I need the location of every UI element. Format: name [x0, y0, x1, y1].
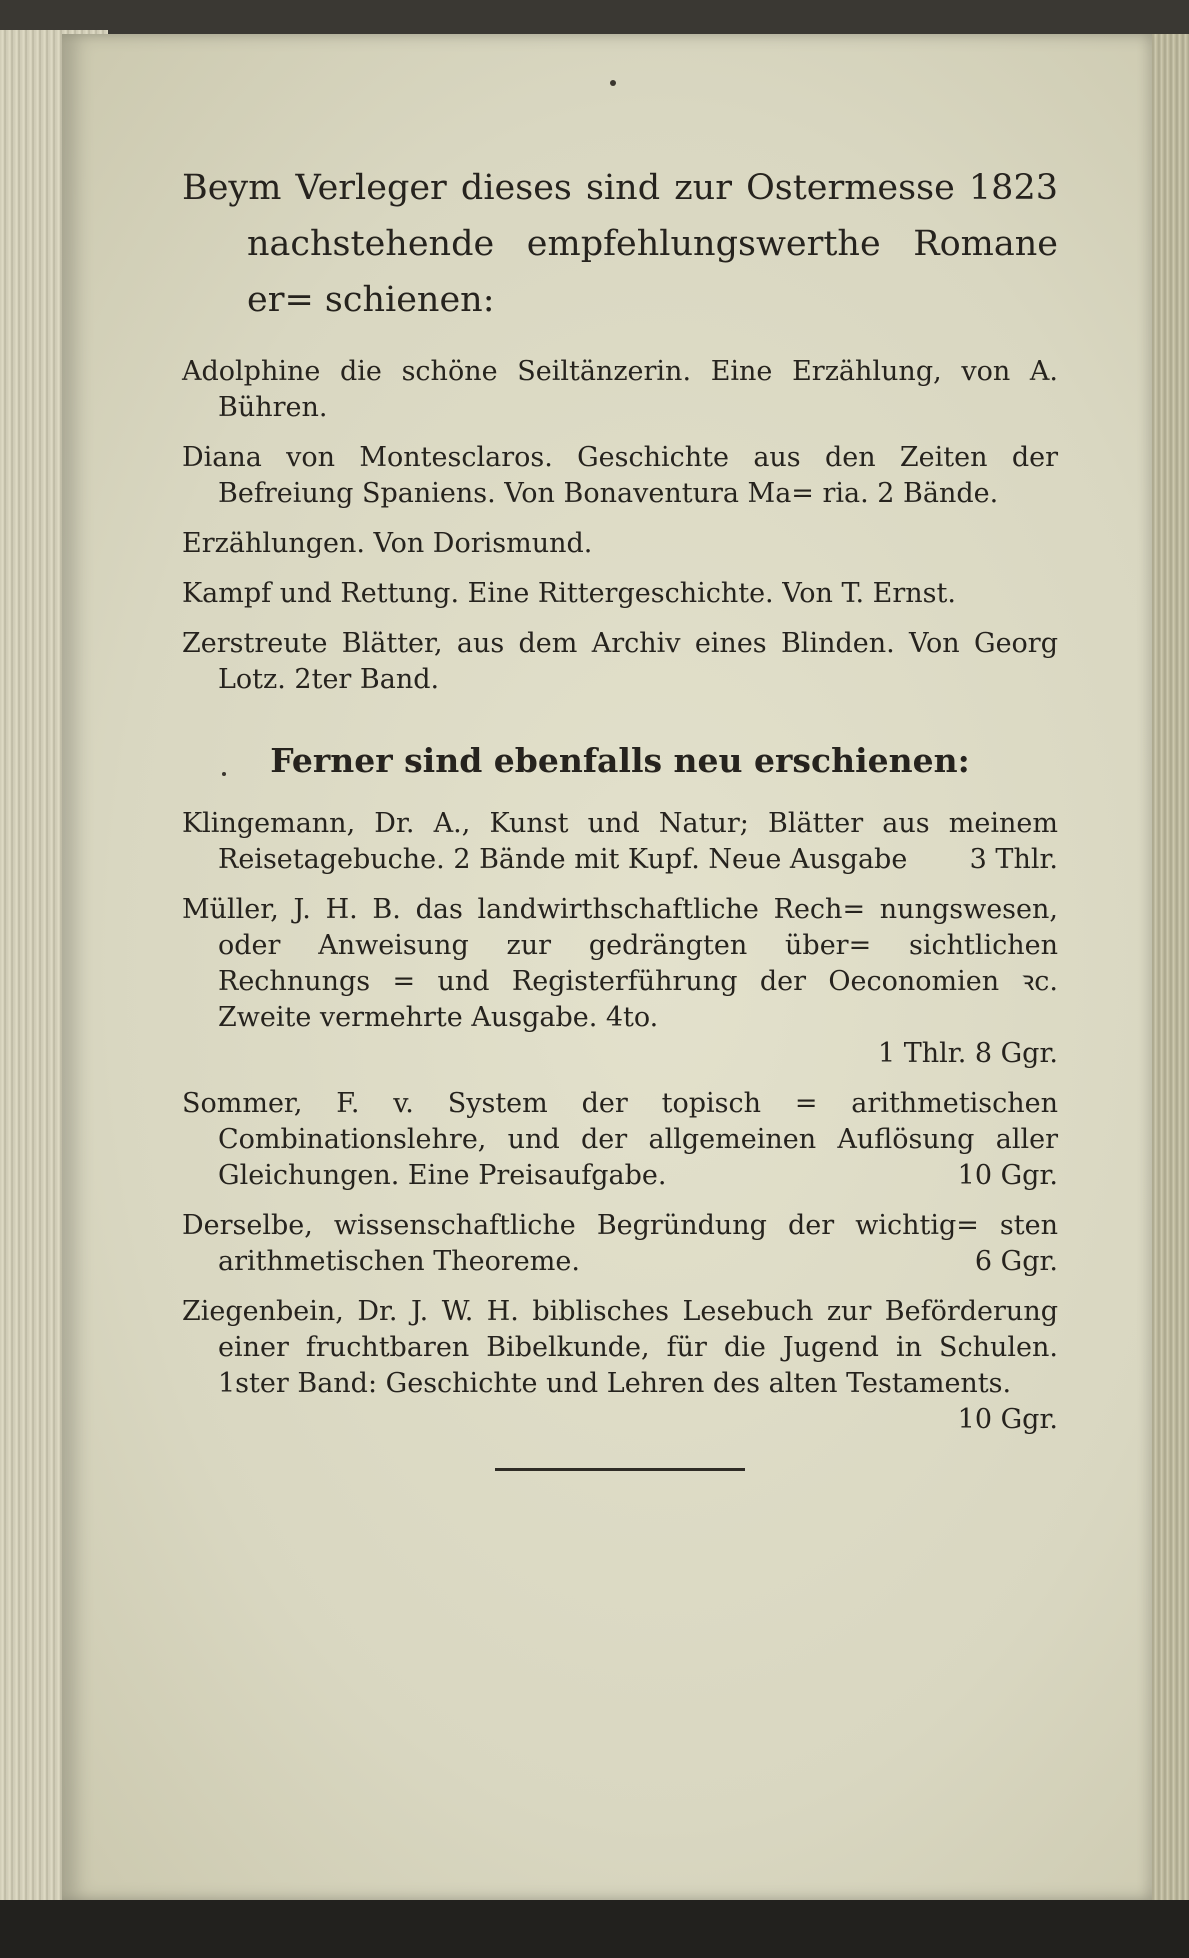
book-list	[182, 806, 1058, 1435]
scanner-bottom-edge	[0, 1900, 1189, 1958]
book-entry	[182, 1086, 1058, 1194]
novel-entry: Kampf und Rettung. Eine Rittergeschichte. Von T. Ernst.	[182, 578, 956, 609]
book-description: Sommer, F. v. System der topisch = arithmetischen Combinationslehre, und der allgemeinen Auflösung aller Gleichungen. Eine Preisaufgabe.	[182, 1088, 1058, 1191]
scanner-top-edge	[0, 0, 1189, 34]
book-description: Müller, J. H. B. das landwirthschaftliche Rech= nungswesen, oder Anweisung zur gedrängten über= sichtlichen Rechnungs = und Registerführung der Oeconomien ꝛc. Zweite vermehrte Ausgabe. 4to.	[182, 894, 1058, 1033]
closing-rule	[495, 1468, 745, 1471]
book-entry	[182, 892, 1058, 1072]
book-description: Ziegenbein, Dr. J. W. H. biblisches Lesebuch zur Beförderung einer fruchtbaren Bibelkunde, für die Jugend in Schulen. 1ster Band: Geschichte und Lehren des alten Testaments.	[182, 1296, 1058, 1399]
book-description: Klingemann, Dr. A., Kunst und Natur; Blätter aus meinem Reisetagebuche. 2 Bände mit Kupf. Neue Ausgabe	[182, 808, 1058, 875]
book-price: 10 Ggr.	[957, 1404, 1058, 1435]
novel-entry: Zerstreute Blätter, aus dem Archiv eines Blinden. Von Georg Lotz. 2ter Band.	[182, 628, 1058, 695]
book-description: Derselbe, wissenschaftliche Begründung der wichtig= sten arithmetischen Theoreme.	[182, 1210, 1058, 1277]
advertisement-text	[182, 160, 1058, 1471]
book-entry	[182, 1294, 1058, 1435]
publisher-intro: Beym Verleger dieses sind zur Ostermesse 1823 nachstehende empfehlungswerthe Romane er= schienen:	[182, 168, 1058, 320]
book-price: 3 Thlr.	[969, 844, 1058, 875]
book-price: 6 Ggr.	[974, 1246, 1058, 1277]
section-heading: Ferner sind ebenfalls neu erschienen:	[270, 741, 970, 780]
right-page-edge	[1150, 34, 1189, 1900]
novel-entry: Diana von Montesclaros. Geschichte aus den Zeiten der Befreiung Spaniens. Von Bonaventura Ma= ria. 2 Bände.	[182, 442, 1058, 509]
book-entry	[182, 1208, 1058, 1280]
book-price: 1 Thlr. 8 Ggr.	[877, 1038, 1058, 1069]
book-price: 10 Ggr.	[957, 1160, 1058, 1191]
novel-list	[182, 354, 1058, 698]
ink-speck	[610, 80, 616, 86]
book-entry	[182, 806, 1058, 878]
novel-entry: Adolphine die schöne Seiltänzerin. Eine Erzählung, von A. Bühren.	[182, 356, 1058, 423]
novel-entry: Erzählungen. Von Dorismund.	[182, 528, 593, 559]
